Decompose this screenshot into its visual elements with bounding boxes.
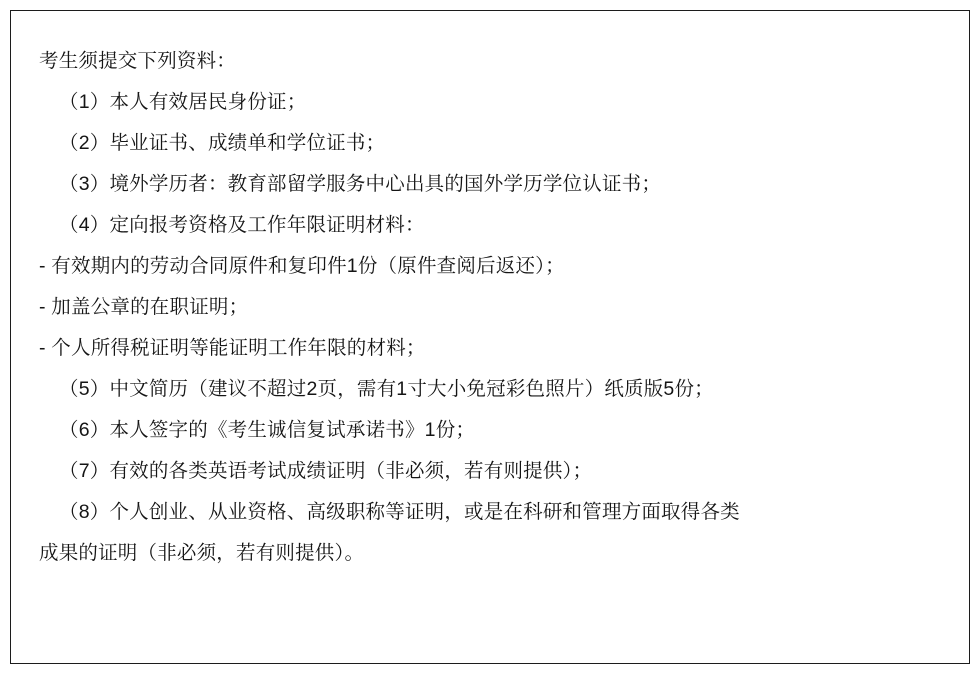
requirement-line: （6）本人签字的《考生诚信复试承诺书》1份；: [59, 419, 476, 441]
requirement-line: （2）毕业证书、成绩单和学位证书；: [59, 132, 386, 154]
requirements-body: [39, 41, 941, 574]
requirements-text-box: [10, 10, 970, 664]
requirements-list: [39, 82, 941, 574]
requirement-line: （4）定向报考资格及工作年限证明材料：: [59, 214, 425, 236]
requirement-line: - 有效期内的劳动合同原件和复印件1份（原件查阅后返还）；: [39, 255, 565, 277]
requirement-line: 成果的证明（非必须，若有则提供）。: [39, 542, 365, 564]
requirement-line: （1）本人有效居民身份证；: [59, 91, 307, 113]
requirement-line: - 个人所得税证明等能证明工作年限的材料；: [39, 337, 426, 359]
requirement-line: （5）中文简历（建议不超过2页，需有1寸大小免冠彩色照片）纸质版5份；: [59, 378, 714, 400]
requirements-heading: 考生须提交下列资料：: [39, 50, 237, 72]
requirement-line: （8）个人创业、从业资格、高级职称等证明，或是在科研和管理方面取得各类: [59, 501, 740, 523]
requirement-line: - 加盖公章的在职证明；: [39, 296, 249, 318]
requirement-line: （3）境外学历者：教育部留学服务中心出具的国外学历学位认证书；: [59, 173, 662, 195]
requirement-line: （7）有效的各类英语考试成绩证明（非必须，若有则提供）；: [59, 460, 593, 482]
